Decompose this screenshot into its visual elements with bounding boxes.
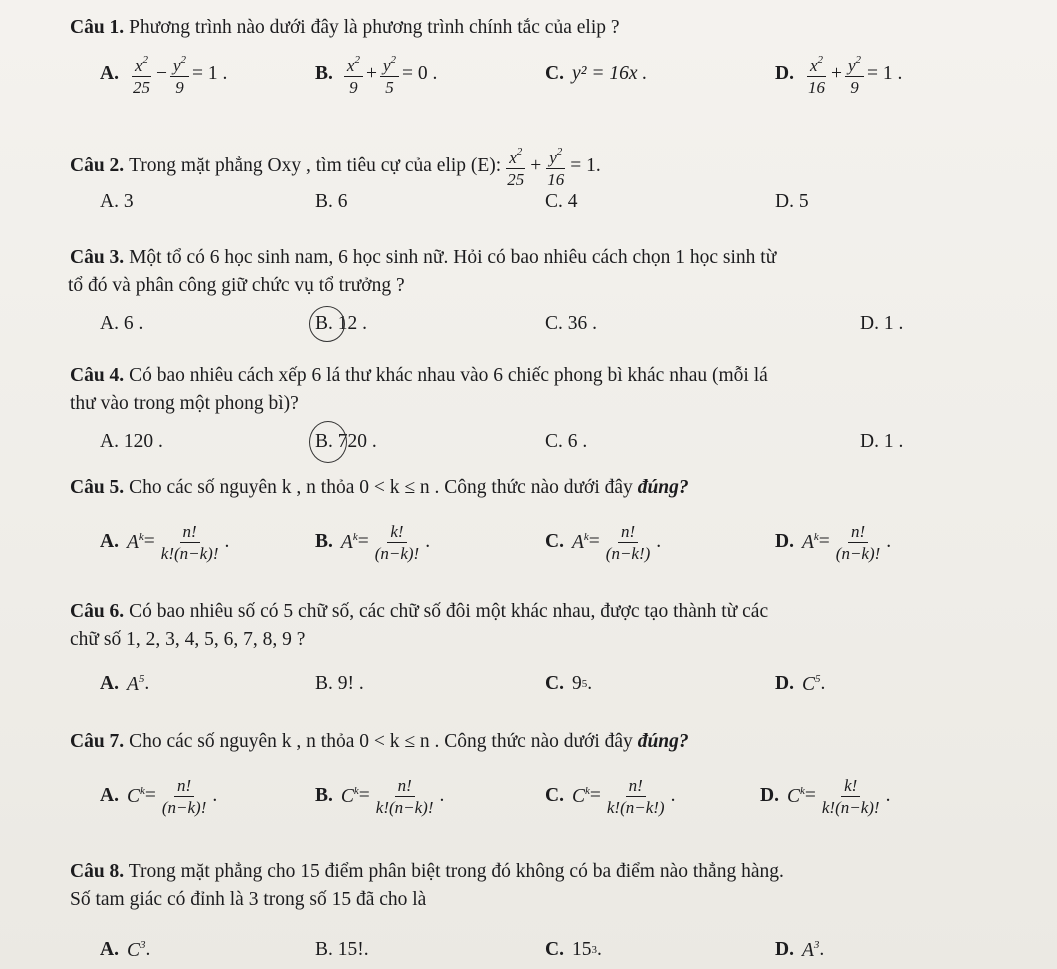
option-b[interactable]: B. $A^k$ = $\frac{k!}{(n-k)!}$ . <box>315 521 431 563</box>
question-5-options <box>0 512 1057 572</box>
question-2: Câu 2. Trong mặt phẳng Oxy , tìm tiêu cự của elip (E): $\frac{x^2}{25}$ + $\frac{y^2}{16}$ = 1. <box>70 146 1030 186</box>
option-d[interactable]: D. $C^k$ = $\frac{k!}{k!(n-k)!}$ . <box>760 775 891 817</box>
option-a[interactable]: A. 6 . <box>100 313 144 334</box>
option-b[interactable]: B. $\frac{x^2}{9}$ + $\frac{y^2}{5}$ = 0 . <box>315 44 437 104</box>
question-1 <box>70 14 1030 42</box>
option-d[interactable]: D. 1 . <box>860 313 904 334</box>
option-a[interactable]: A. $A^k$ = $\frac{n!}{k!(n-k)!}$ . <box>100 521 230 563</box>
question-text: Phương trình nào dưới đây là phương trình chính tắc của elip ? <box>129 17 620 38</box>
question-8-options <box>0 932 1057 968</box>
option-c[interactable]: C. y² = 16x . <box>545 63 648 84</box>
option-c[interactable]: C. 15 3 . <box>545 939 602 960</box>
option-b[interactable]: B. 15!. <box>315 939 369 960</box>
question-6-options <box>0 664 1057 704</box>
answer-circle-mark <box>309 421 347 463</box>
option-a[interactable]: A. $A^5$ . <box>100 672 150 695</box>
question-3: Câu 3. Một tổ có 6 học sinh nam, 6 học sinh nữ. Hỏi có bao nhiêu cách chọn 1 học sinh từ tổ đó và phân công giữ chức vụ tổ trưởng ? <box>68 247 777 296</box>
question-4-options <box>0 424 1057 460</box>
answer-circle-mark <box>309 306 345 342</box>
question-8: Câu 8. Trong mặt phẳng cho 15 điểm phân biệt trong đó không có ba điểm nào thẳng hàng. Số tam giác có đỉnh là 3 trong số 15 đã cho là <box>70 861 784 910</box>
question-3-options <box>0 306 1057 342</box>
question-number: Câu 2. <box>70 155 125 176</box>
option-b[interactable]: B. 720 . <box>315 431 377 452</box>
option-a[interactable]: A. $\frac{x^2}{25}$ − $\frac{y^2}{9}$ = 1 . <box>100 44 227 104</box>
question-5: Câu 5. Cho các số nguyên k , n thỏa 0 < k ≤ n . Công thức nào dưới đây đúng? <box>70 477 689 498</box>
question-7: Câu 7. Cho các số nguyên k , n thỏa 0 < k ≤ n . Công thức nào dưới đây đúng? <box>70 731 689 752</box>
option-d[interactable]: D. 1 . <box>860 431 904 452</box>
option-b[interactable]: B. $C^k$ = $\frac{n!}{k!(n-k)!}$ . <box>315 775 445 817</box>
question-1-options <box>0 44 1057 104</box>
option-d[interactable]: D. $C^5$ . <box>775 672 826 695</box>
option-d[interactable]: D. $A^k$ = $\frac{n!}{(n-k)!}$ . <box>775 521 892 563</box>
option-b[interactable]: B. 12 . <box>315 313 368 334</box>
option-c[interactable]: C. 9 5 . <box>545 673 593 694</box>
question-number: Câu 1. <box>70 17 125 38</box>
question-4: Câu 4. Có bao nhiêu cách xếp 6 lá thư khác nhau vào 6 chiếc phong bì khác nhau (mỗi lá thư vào trong một phong bì)? <box>70 365 768 414</box>
option-d[interactable]: D. $A^3$ . <box>775 938 825 961</box>
option-d[interactable]: D. 5 <box>775 191 809 212</box>
option-c[interactable]: C. $C^k$ = $\frac{n!}{k!(n-k!)}$ . <box>545 775 676 817</box>
option-a[interactable]: A. 3 <box>100 191 134 212</box>
option-c[interactable]: C. 36 . <box>545 313 598 334</box>
question-6: Câu 6. Có bao nhiêu số có 5 chữ số, các chữ số đôi một khác nhau, được tạo thành từ các chữ số 1, 2, 3, 4, 5, 6, 7, 8, 9 ? <box>70 601 769 650</box>
option-b[interactable]: B. 6 <box>315 191 348 212</box>
option-d[interactable]: D. $\frac{x^2}{16}$ + $\frac{y^2}{9}$ = 1 . <box>775 44 902 104</box>
option-c[interactable]: C. $A^k$ = $\frac{n!}{(n-k!)}$ . <box>545 521 662 563</box>
question-2-options <box>0 182 1057 222</box>
option-a[interactable]: A. $C^3$ . <box>100 938 151 961</box>
option-b[interactable]: B. 9! . <box>315 673 364 694</box>
option-c[interactable]: C. 6 . <box>545 431 588 452</box>
option-a[interactable]: A. 120 . <box>100 431 163 452</box>
question-7-options <box>0 766 1057 826</box>
option-c[interactable]: C. 4 <box>545 191 578 212</box>
option-a[interactable]: A. $C^k$ = $\frac{n!}{(n-k)!}$ . <box>100 775 218 817</box>
question-text: Trong mặt phẳng Oxy , tìm tiêu cự của elip (E): <box>129 155 502 176</box>
